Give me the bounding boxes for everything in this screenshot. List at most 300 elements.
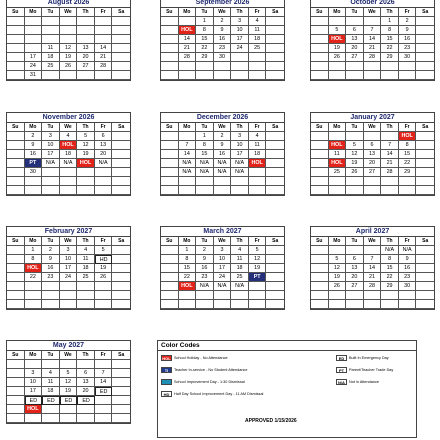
day-cell: [112, 35, 130, 44]
day-cell: 18: [42, 387, 60, 396]
day-cell: 17: [25, 387, 43, 396]
day-grid: [311, 237, 434, 309]
day-cell: 8: [399, 141, 417, 150]
day-cell: 10: [231, 26, 249, 35]
day-cell: 3: [231, 132, 249, 141]
day-cell: [95, 405, 113, 414]
day-cell: 29: [381, 282, 399, 291]
day-cell: [7, 44, 25, 53]
day-cell: 13: [346, 35, 364, 44]
day-cell: 14: [95, 44, 113, 53]
day-cell: [25, 186, 43, 195]
day-cell: [161, 53, 179, 62]
day-cell: [399, 291, 417, 300]
day-cell: 2: [42, 246, 60, 255]
day-cell: [60, 291, 78, 300]
legend-item: [336, 355, 389, 361]
day-cell: [112, 273, 130, 282]
day-cell: 22: [381, 44, 399, 53]
day-cell: [42, 186, 60, 195]
day-cell: 19: [60, 53, 78, 62]
day-cell: 11: [249, 141, 267, 150]
day-cell: PT: [25, 159, 43, 168]
day-cell: 10: [231, 141, 249, 150]
day-cell: [7, 35, 25, 44]
day-cell: [399, 71, 417, 80]
day-cell: [196, 177, 214, 186]
day-cell: [112, 369, 130, 378]
day-cell: [161, 71, 179, 80]
day-cell: [25, 177, 43, 186]
day-cell: [329, 186, 347, 195]
day-header: Su: [7, 351, 25, 360]
day-cell: 13: [77, 44, 95, 53]
day-header: We: [364, 8, 382, 17]
day-cell: 19: [95, 264, 113, 273]
day-header: Su: [7, 8, 25, 17]
day-grid: [311, 8, 434, 80]
legend-text: School Holiday - No Attendance: [174, 355, 228, 360]
day-cell: HOL: [329, 159, 347, 168]
day-cell: [346, 291, 364, 300]
day-cell: ED: [95, 387, 113, 396]
day-cell: [7, 273, 25, 282]
day-header: Su: [161, 8, 179, 17]
day-cell: [311, 132, 329, 141]
day-cell: [112, 360, 130, 369]
day-cell: [95, 396, 113, 405]
day-cell: [179, 291, 197, 300]
day-cell: 29: [381, 53, 399, 62]
day-cell: 3: [60, 246, 78, 255]
legend-text: Half Day School Improvement Day - 11 AM Dismissal: [174, 391, 264, 396]
day-header: Su: [311, 8, 329, 17]
day-grid: [7, 123, 130, 195]
day-cell: [416, 26, 434, 35]
day-cell: [112, 150, 130, 159]
day-header: We: [60, 237, 78, 246]
day-cell: [60, 300, 78, 309]
day-header: Fr: [249, 237, 267, 246]
month-jan-2027: [310, 112, 435, 196]
day-cell: HOL: [399, 132, 417, 141]
day-cell: [161, 17, 179, 26]
day-header: Sa: [266, 237, 284, 246]
day-cell: [416, 186, 434, 195]
day-cell: 24: [231, 44, 249, 53]
day-cell: [196, 186, 214, 195]
day-cell: 6: [346, 26, 364, 35]
day-cell: [311, 168, 329, 177]
day-header: Th: [231, 123, 249, 132]
day-cell: 3: [42, 132, 60, 141]
day-cell: [364, 71, 382, 80]
day-cell: [249, 53, 267, 62]
day-cell: [311, 44, 329, 53]
day-cell: [381, 291, 399, 300]
legend-swatch: HOL: [162, 356, 171, 361]
day-cell: [416, 35, 434, 44]
day-cell: 19: [329, 44, 347, 53]
day-cell: 18: [231, 264, 249, 273]
day-cell: [112, 405, 130, 414]
day-cell: 16: [399, 264, 417, 273]
day-cell: 4: [42, 369, 60, 378]
day-cell: [399, 62, 417, 71]
day-cell: [7, 255, 25, 264]
day-cell: N/A: [179, 168, 197, 177]
day-cell: [266, 282, 284, 291]
day-cell: [329, 177, 347, 186]
day-cell: 23: [42, 273, 60, 282]
day-cell: [95, 177, 113, 186]
month-sep-2026: [160, 0, 285, 81]
day-cell: [112, 255, 130, 264]
day-cell: [7, 141, 25, 150]
day-cell: 2: [214, 17, 232, 26]
day-cell: [42, 177, 60, 186]
day-cell: 10: [214, 255, 232, 264]
day-cell: [7, 168, 25, 177]
day-cell: [7, 396, 25, 405]
month-aug-2026: [6, 0, 131, 81]
day-cell: [231, 186, 249, 195]
day-header: Tu: [346, 8, 364, 17]
day-cell: HOL: [25, 264, 43, 273]
day-cell: [399, 177, 417, 186]
day-cell: 10: [60, 255, 78, 264]
day-cell: 8: [196, 141, 214, 150]
day-cell: [266, 53, 284, 62]
day-cell: [311, 141, 329, 150]
day-cell: [25, 300, 43, 309]
day-header: We: [60, 123, 78, 132]
day-cell: [266, 273, 284, 282]
day-cell: [7, 177, 25, 186]
day-cell: 4: [77, 246, 95, 255]
day-header: Fr: [95, 351, 113, 360]
day-cell: [311, 159, 329, 168]
day-cell: [364, 291, 382, 300]
day-cell: 15: [381, 264, 399, 273]
day-header: Th: [231, 8, 249, 17]
day-header: Fr: [95, 237, 113, 246]
day-cell: 6: [95, 132, 113, 141]
day-header: Tu: [196, 237, 214, 246]
day-cell: [214, 186, 232, 195]
day-cell: [311, 300, 329, 309]
day-header: Sa: [266, 8, 284, 17]
day-cell: [346, 177, 364, 186]
legend-text: School Improvement Day - 1:30 Dismissal: [174, 379, 245, 384]
legend-text: Parent/Teacher Trade Day: [349, 367, 394, 372]
day-cell: [329, 300, 347, 309]
day-cell: [112, 414, 130, 423]
day-cell: 22: [399, 159, 417, 168]
day-header: Tu: [42, 351, 60, 360]
day-cell: 16: [25, 150, 43, 159]
day-header: Fr: [95, 123, 113, 132]
day-cell: 11: [42, 44, 60, 53]
day-header: Mo: [329, 123, 347, 132]
day-cell: 11: [77, 255, 95, 264]
day-cell: HOL: [249, 159, 267, 168]
day-cell: 13: [95, 141, 113, 150]
day-header: Fr: [249, 123, 267, 132]
day-cell: [416, 132, 434, 141]
day-cell: [416, 177, 434, 186]
day-cell: [60, 282, 78, 291]
day-cell: [364, 186, 382, 195]
day-cell: [42, 360, 60, 369]
day-cell: [416, 291, 434, 300]
day-header: Mo: [179, 123, 197, 132]
day-cell: 13: [364, 150, 382, 159]
day-cell: 16: [42, 264, 60, 273]
day-cell: 12: [329, 264, 347, 273]
day-cell: HD: [95, 255, 113, 264]
day-header: Sa: [416, 8, 434, 17]
day-cell: 26: [346, 168, 364, 177]
day-header: Tu: [346, 123, 364, 132]
day-cell: [266, 291, 284, 300]
day-cell: [77, 414, 95, 423]
day-cell: 9: [25, 141, 43, 150]
day-header: Fr: [249, 8, 267, 17]
day-cell: [416, 150, 434, 159]
day-cell: [416, 255, 434, 264]
day-cell: 4: [231, 246, 249, 255]
day-cell: N/A: [214, 168, 232, 177]
day-cell: 1: [381, 17, 399, 26]
legend-swatch: TI: [161, 367, 172, 373]
day-cell: 14: [95, 378, 113, 387]
day-cell: N/A: [196, 159, 214, 168]
day-cell: 17: [231, 150, 249, 159]
day-cell: [161, 255, 179, 264]
month-title: February 2027: [7, 227, 130, 237]
day-cell: 12: [346, 150, 364, 159]
day-cell: [416, 264, 434, 273]
day-cell: [399, 186, 417, 195]
day-cell: HOL: [179, 26, 197, 35]
day-cell: [77, 405, 95, 414]
day-cell: [249, 300, 267, 309]
day-cell: 28: [95, 62, 113, 71]
month-title: October 2026: [311, 0, 434, 8]
day-cell: [266, 132, 284, 141]
day-header: Th: [231, 237, 249, 246]
month-dec-2026: [160, 112, 285, 196]
day-cell: N/A: [214, 282, 232, 291]
day-cell: HOL: [25, 405, 43, 414]
day-cell: [329, 71, 347, 80]
day-cell: [7, 360, 25, 369]
day-cell: [77, 291, 95, 300]
month-feb-2027: [6, 226, 131, 310]
day-cell: 19: [77, 150, 95, 159]
day-cell: [311, 282, 329, 291]
day-header: Th: [381, 123, 399, 132]
day-header: Su: [161, 123, 179, 132]
day-cell: [60, 71, 78, 80]
day-cell: [311, 177, 329, 186]
day-cell: [266, 44, 284, 53]
day-cell: 15: [196, 150, 214, 159]
day-cell: N/A: [214, 159, 232, 168]
day-cell: [311, 255, 329, 264]
day-cell: [214, 62, 232, 71]
day-cell: 15: [196, 35, 214, 44]
day-header: Fr: [399, 8, 417, 17]
day-cell: 5: [346, 141, 364, 150]
day-cell: 25: [249, 44, 267, 53]
day-cell: 13: [346, 264, 364, 273]
day-cell: [95, 282, 113, 291]
day-cell: [112, 378, 130, 387]
day-cell: 14: [381, 150, 399, 159]
day-cell: 30: [25, 168, 43, 177]
day-cell: [311, 35, 329, 44]
day-cell: [416, 44, 434, 53]
month-title: March 2027: [161, 227, 284, 237]
day-cell: [95, 17, 113, 26]
day-cell: [95, 71, 113, 80]
day-header: Sa: [266, 123, 284, 132]
day-cell: [231, 53, 249, 62]
day-cell: [179, 300, 197, 309]
day-cell: [161, 291, 179, 300]
day-cell: [266, 150, 284, 159]
day-cell: 4: [60, 132, 78, 141]
day-cell: 4: [249, 17, 267, 26]
day-cell: 2: [196, 246, 214, 255]
month-title: December 2026: [161, 113, 284, 123]
day-cell: [364, 62, 382, 71]
day-cell: 7: [364, 26, 382, 35]
day-cell: [95, 168, 113, 177]
day-cell: [161, 186, 179, 195]
day-cell: [112, 282, 130, 291]
legend-item: [336, 367, 393, 373]
day-cell: [231, 300, 249, 309]
day-cell: 28: [364, 282, 382, 291]
day-cell: 1: [196, 17, 214, 26]
day-cell: [42, 414, 60, 423]
day-header: Su: [311, 123, 329, 132]
month-title: August 2026: [7, 0, 130, 8]
day-cell: 5: [95, 246, 113, 255]
day-cell: [266, 62, 284, 71]
day-cell: [329, 132, 347, 141]
day-cell: [416, 246, 434, 255]
day-cell: [416, 62, 434, 71]
day-cell: [95, 186, 113, 195]
day-cell: 25: [231, 273, 249, 282]
day-cell: [214, 177, 232, 186]
day-cell: 31: [25, 71, 43, 80]
day-cell: [7, 414, 25, 423]
day-cell: N/A: [42, 159, 60, 168]
day-cell: 11: [231, 255, 249, 264]
day-cell: 5: [60, 369, 78, 378]
day-cell: [266, 17, 284, 26]
day-cell: PT: [249, 273, 267, 282]
day-cell: [214, 300, 232, 309]
day-cell: [25, 282, 43, 291]
day-cell: [249, 177, 267, 186]
day-cell: N/A: [381, 246, 399, 255]
day-cell: 5: [249, 246, 267, 255]
day-cell: 1: [196, 132, 214, 141]
day-header: Tu: [196, 8, 214, 17]
day-cell: [179, 186, 197, 195]
day-cell: [179, 132, 197, 141]
day-cell: 10: [25, 378, 43, 387]
day-cell: [364, 132, 382, 141]
day-cell: [42, 291, 60, 300]
day-cell: 1: [25, 246, 43, 255]
day-header: Tu: [346, 237, 364, 246]
day-cell: [25, 35, 43, 44]
day-cell: [25, 414, 43, 423]
day-cell: N/A: [179, 159, 197, 168]
day-cell: [249, 291, 267, 300]
day-cell: N/A: [231, 282, 249, 291]
day-cell: [161, 132, 179, 141]
day-cell: [364, 177, 382, 186]
day-cell: [416, 159, 434, 168]
legend-title: Color Codes: [158, 341, 416, 351]
day-cell: 22: [196, 44, 214, 53]
day-cell: [161, 62, 179, 71]
day-cell: 2: [214, 132, 232, 141]
legend-text: Built In Emergency Day: [349, 355, 389, 360]
legend-swatch: PT: [336, 367, 347, 373]
day-cell: [112, 300, 130, 309]
day-cell: [214, 71, 232, 80]
day-grid: [7, 237, 130, 309]
day-cell: [161, 141, 179, 150]
day-cell: [7, 159, 25, 168]
day-cell: 11: [249, 26, 267, 35]
day-cell: [416, 17, 434, 26]
day-cell: 14: [364, 264, 382, 273]
day-cell: 30: [214, 53, 232, 62]
day-cell: 21: [95, 53, 113, 62]
day-cell: 5: [329, 255, 347, 264]
day-cell: 13: [77, 378, 95, 387]
day-cell: [311, 186, 329, 195]
day-cell: HOL: [329, 141, 347, 150]
day-cell: 20: [364, 159, 382, 168]
day-cell: [60, 405, 78, 414]
day-cell: [161, 177, 179, 186]
day-cell: [196, 71, 214, 80]
day-cell: [399, 300, 417, 309]
day-cell: [112, 177, 130, 186]
day-cell: 16: [214, 150, 232, 159]
day-cell: [364, 246, 382, 255]
day-cell: 15: [381, 35, 399, 44]
day-cell: [7, 282, 25, 291]
day-cell: [42, 71, 60, 80]
day-cell: 9: [196, 255, 214, 264]
day-cell: [112, 186, 130, 195]
day-cell: N/A: [95, 159, 113, 168]
day-cell: [112, 71, 130, 80]
day-cell: 26: [95, 273, 113, 282]
